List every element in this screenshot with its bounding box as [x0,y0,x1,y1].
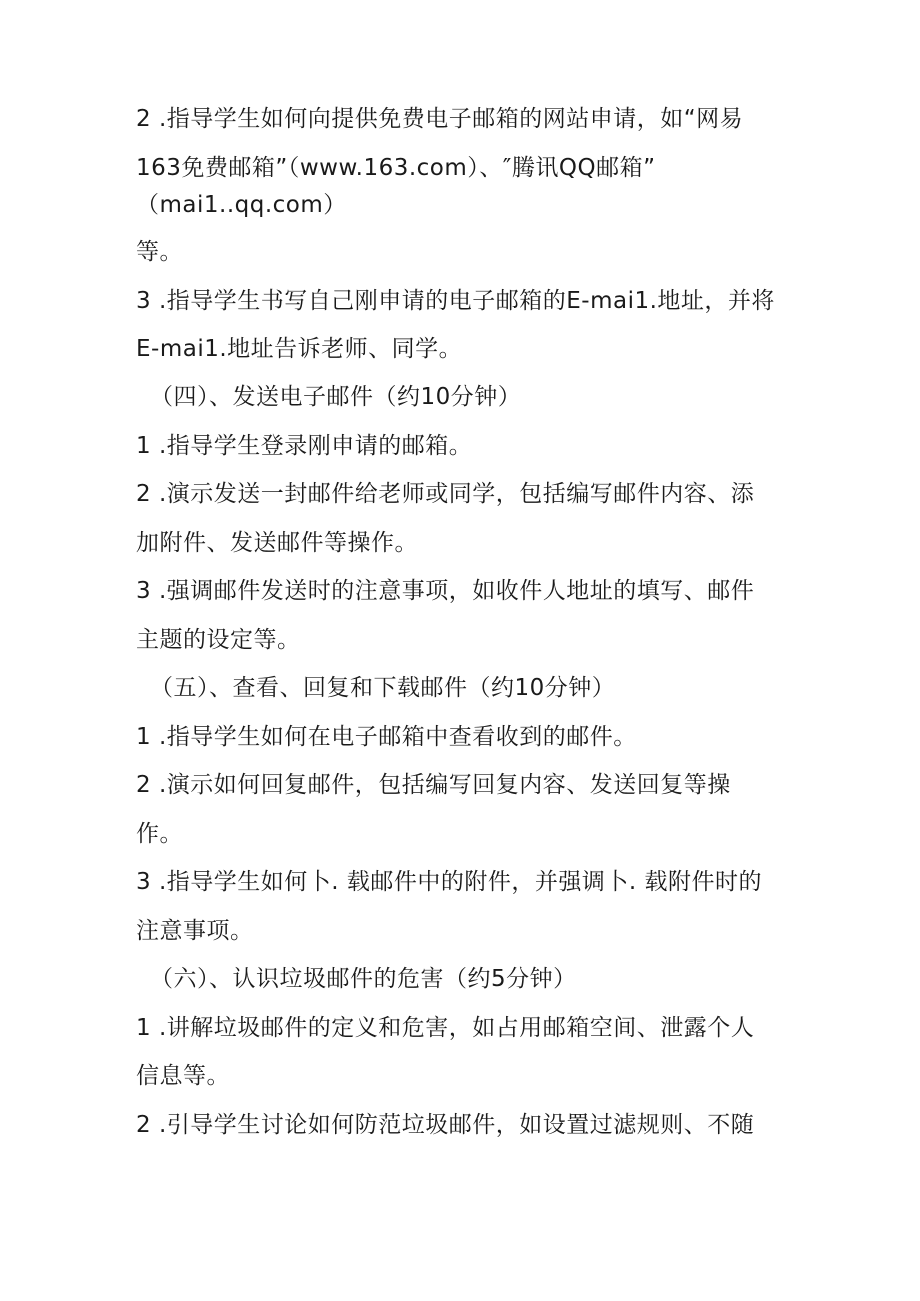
view-step-2-line-1: 2 .演示如何回复邮件，包括编写回复内容、发送回复等操 [136,772,731,798]
send-step-2-line-2: 加附件、发送邮件等操作。 [136,530,418,556]
step-2-apply-email-line-1: 2 .指导学生如何向提供免费电子邮箱的网站申请，如“网易 [136,106,744,132]
spam-step-2-line-1: 2 .引导学生讨论如何防范垃圾邮件，如设置过滤规则、不随 [136,1112,755,1138]
send-step-2-line-1: 2 .演示发送一封邮件给老师或同学，包括编写邮件内容、添 [136,481,755,507]
view-step-2-line-2: 作。 [136,821,183,847]
send-step-3-line-2: 主题的设定等。 [136,627,301,653]
step-3-write-address-line-2: E-mai1.地址告诉老师、同学。 [136,336,463,362]
spam-step-1-line-2: 信息等。 [136,1063,230,1089]
send-step-1: 1 .指导学生登录刚申请的邮箱。 [136,433,473,459]
view-step-3-line-2: 注意事项。 [136,918,254,944]
step-2-apply-email-line-4: 等。 [136,239,183,265]
step-3-write-address-line-1: 3 .指导学生书写自己刚申请的电子邮箱的E-mai1.地址，并将 [136,288,775,314]
section-heading-spam-harm: （六）、认识垃圾邮件的危害（约5分钟） [150,966,577,992]
step-2-apply-email-line-3: （mai1..qq.com） [136,192,347,218]
step-2-apply-email-line-2: 163免费邮箱”（www.163.com）、″腾讯QQ邮箱” [136,155,656,181]
section-heading-view-reply-download: （五）、查看、回复和下载邮件（约10分钟） [150,675,616,701]
view-step-3-line-1: 3 .指导学生如何卜. 载邮件中的附件，并强调卜. 载附件时的 [136,869,762,895]
spam-step-1-line-1: 1 .讲解垃圾邮件的定义和危害，如占用邮箱空间、泄露个人 [136,1015,755,1041]
section-heading-send-email: （四）、发送电子邮件（约10分钟） [150,384,522,410]
view-step-1: 1 .指导学生如何在电子邮箱中查看收到的邮件。 [136,724,637,750]
send-step-3-line-1: 3 .强调邮件发送时的注意事项，如收件人地址的填写、邮件 [136,578,755,604]
